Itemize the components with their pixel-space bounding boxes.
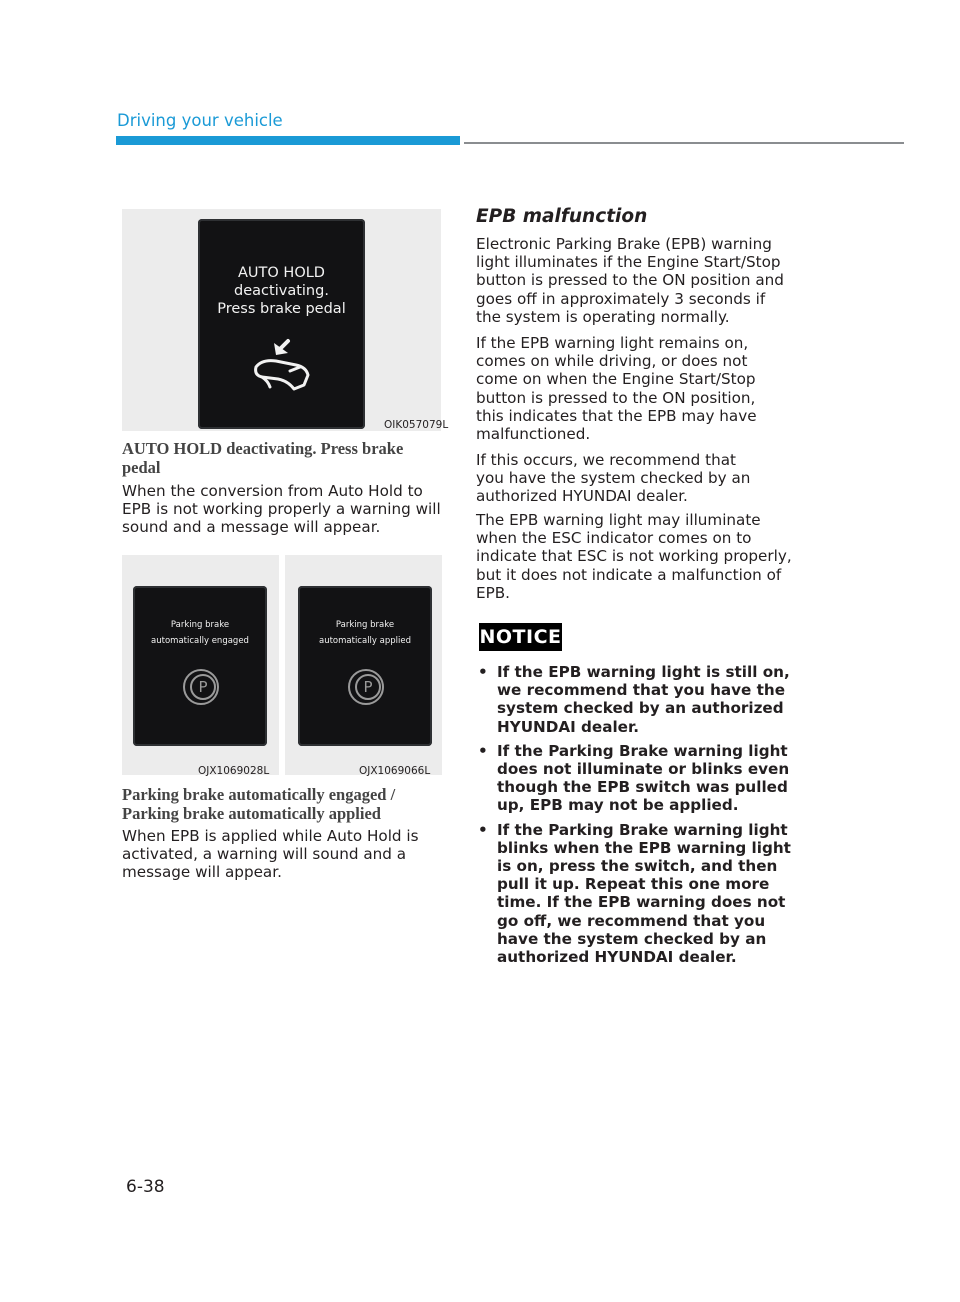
body-paragraph: Electronic Parking Brake (EPB) warning light illuminates if the Engine Start/Stop button is pressed to the ON position and goes off in approximately 3 seconds if the system is operating normally. <box>476 235 784 326</box>
notice-item-text: If the Parking Brake warning light blinks when the EPB warning light is on, press the switch, and then pull it up. Repeat this one more time. If the EPB warning does not go off, we recommend that you have the system checked by an authorized HYUNDAI dealer. <box>497 820 791 967</box>
notice-item <box>478 742 798 815</box>
notice-item-text: If the EPB warning light is still on, we recommend that you have the system checked by an authorized HYUNDAI dealer. <box>497 663 790 736</box>
parking-brake-icon <box>183 669 219 705</box>
parking-brake-symbol: P <box>190 674 216 700</box>
parking-brake-icon <box>348 669 384 705</box>
notice-label: NOTICE <box>479 623 562 651</box>
figure-caption: Parking brake automatically applied <box>122 804 381 823</box>
figure-code: OJX1069028L <box>198 765 270 777</box>
display-line: automatically engaged <box>151 636 249 646</box>
body-paragraph: The EPB warning light may illuminate when the ESC indicator comes on to indicate that ESC is not working properly, but it does not indicate a malfunction of EPB. <box>476 511 792 602</box>
figure-code: OJX1069066L <box>359 765 431 777</box>
section-heading: EPB malfunction <box>476 206 648 227</box>
notice-list <box>478 663 798 972</box>
bullet-icon: • <box>478 663 488 681</box>
parking-brake-symbol: P <box>355 674 381 700</box>
brake-pedal-icon <box>248 331 328 401</box>
display-line: deactivating. <box>234 283 329 299</box>
body-paragraph: If this occurs, we recommend that you have the system checked by an authorized HYUNDAI dealer. <box>476 451 751 506</box>
figure-auto-hold <box>122 209 441 431</box>
cluster-display <box>198 219 365 429</box>
figure-parking-applied <box>285 555 442 775</box>
header-accent-bar <box>116 136 460 145</box>
cluster-display <box>298 586 432 746</box>
section-title: Driving your vehicle <box>117 111 283 130</box>
header-divider <box>464 142 904 144</box>
figure-code: OIK057079L <box>384 419 449 431</box>
display-line: AUTO HOLD <box>238 265 325 281</box>
cluster-display <box>133 586 267 746</box>
notice-item <box>478 663 798 736</box>
body-paragraph: When EPB is applied while Auto Hold is activated, a warning will sound and a message will appear. <box>122 827 419 882</box>
display-line: Parking brake <box>170 620 230 630</box>
figure-parking-engaged <box>122 555 279 775</box>
body-paragraph: When the conversion from Auto Hold to EPB is not working properly a warning will sound and a message will appear. <box>122 482 441 537</box>
body-paragraph: If the EPB warning light remains on, comes on while driving, or does not come on when the Engine Start/Stop button is pressed to the ON position, this indicates that the EPB may have malfunctioned. <box>476 334 757 444</box>
notice-item-text: If the Parking Brake warning light does not illuminate or blinks even though the EPB switch was pulled up, EPB may not be applied. <box>497 741 790 815</box>
figure-caption: Parking brake automatically engaged / <box>122 785 396 804</box>
display-line: Press brake pedal <box>217 301 346 317</box>
bullet-icon: • <box>478 741 488 760</box>
display-line: automatically applied <box>319 636 411 646</box>
bullet-icon: • <box>478 820 488 839</box>
page-number: 6-38 <box>126 1177 165 1197</box>
display-line: Parking brake <box>335 620 395 630</box>
figure-caption: AUTO HOLD deactivating. Press brake pedal <box>122 439 404 477</box>
notice-item <box>478 821 798 967</box>
